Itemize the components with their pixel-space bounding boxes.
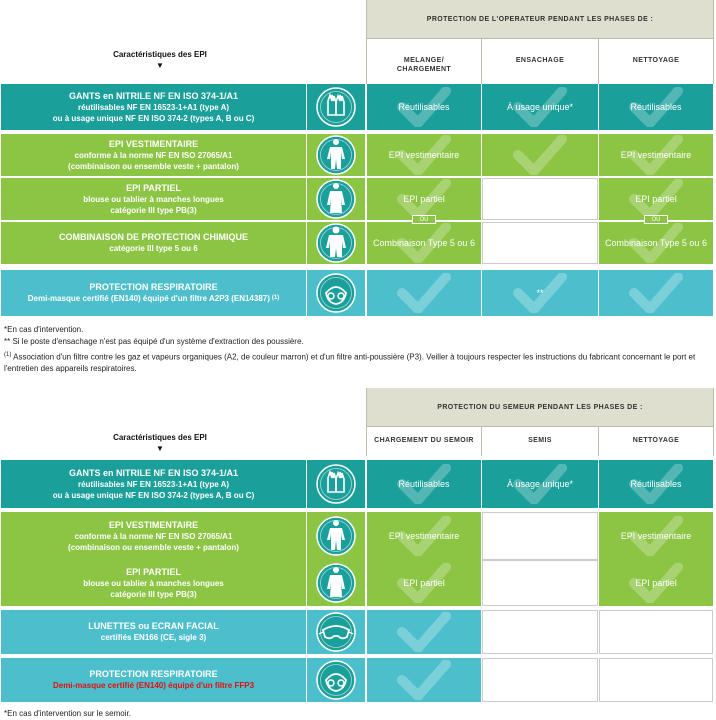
table1-row-3-cell-3 bbox=[599, 178, 713, 220]
table1-row-5-cell-2-text: ** bbox=[536, 287, 544, 298]
check-watermark-icon bbox=[396, 273, 452, 313]
table1-col-1: MELANGE/ CHARGEMENT bbox=[396, 57, 452, 73]
ou-marker: OU bbox=[412, 215, 436, 224]
table2-row-4-label bbox=[1, 610, 306, 654]
table2-row-2-label bbox=[1, 512, 306, 560]
table1-row-4-line-1: COMBINAISON DE PROTECTION CHIMIQUE bbox=[58, 232, 248, 242]
table1-row-1-cell-3 bbox=[599, 84, 713, 130]
table1-row-1-line-3: ou à usage unique NF EN ISO 374-2 (types A, B ou C) bbox=[52, 113, 255, 123]
table1-note-1: *En cas d'intervention. bbox=[4, 325, 84, 334]
table1-epi-header: Caractéristiques des EPI bbox=[113, 50, 207, 59]
table1-row-1-cell-1 bbox=[367, 84, 481, 130]
table2-row-2-cell-3 bbox=[599, 512, 713, 560]
table1-col-3: NETTOYAGE bbox=[632, 56, 680, 64]
table1-row-2-cell-1-text: EPI vestimentaire bbox=[388, 149, 460, 160]
table2-arrow-icon: ▼ bbox=[156, 444, 164, 453]
table1-row-2-cell-1 bbox=[367, 134, 481, 176]
table1-row-4-cell-1-text: Combinaison Type 5 ou 6 bbox=[373, 237, 475, 248]
table2-row-5-label bbox=[1, 658, 306, 702]
table2-row-4-cell-1 bbox=[367, 610, 481, 654]
table1-note-3: Association d'un filtre contre les gaz et vapeurs organiques (A2, de couleur marron) et d'un filtre anti-poussière (P3). Veiller à toujours respecter les instructions du fabricant concernant le port et l'entretien des appareils respiratoires. bbox=[4, 352, 696, 373]
table1-row-5-label bbox=[1, 270, 306, 316]
table2-row-1-label bbox=[1, 460, 306, 508]
check-watermark-icon bbox=[512, 135, 568, 175]
goggles-icon bbox=[314, 610, 358, 654]
table2-row-5-line-2: Demi-masque certifié (EN140) équipé d'un filtre FFP3 bbox=[52, 681, 255, 690]
table2-row-4-line-2: certifiés EN166 (CE, sigle 3) bbox=[100, 633, 207, 642]
table1-col-2: ENSACHAGE bbox=[515, 56, 565, 64]
table1-row-3-line-2: blouse ou tablier à manches longues bbox=[83, 194, 224, 204]
table2-row-2-cell-1-text: EPI vestimentaire bbox=[388, 530, 460, 541]
respirator-icon bbox=[314, 658, 358, 702]
table2-row-5-cell-1 bbox=[367, 658, 481, 702]
table1-row-5-cell-3 bbox=[599, 270, 713, 316]
apron-icon bbox=[314, 177, 358, 221]
table1-row-4-label bbox=[1, 222, 306, 264]
table2-row-4-line-1: LUNETTES ou ECRAN FACIAL bbox=[88, 621, 219, 631]
table2-col-1: CHARGEMENT DU SEMOIR bbox=[374, 436, 474, 444]
table1-note-3-wrap bbox=[4, 350, 712, 374]
gloves-icon bbox=[314, 85, 358, 129]
table1-row-3-label bbox=[1, 178, 306, 220]
table1-note-3-sup: (1) bbox=[4, 352, 12, 358]
table1-row-2-line-3: (combinaison ou ensemble veste + pantalon) bbox=[68, 161, 239, 171]
gloves-icon bbox=[314, 462, 358, 506]
table2-row-5-cell-3 bbox=[599, 658, 713, 702]
table1-row-5-icon-cell bbox=[307, 270, 365, 316]
table1-row-4-cell-3 bbox=[599, 222, 713, 264]
check-watermark-icon bbox=[396, 660, 452, 700]
table2-row-3-label bbox=[1, 560, 306, 606]
table1-row-4-icon-cell bbox=[307, 222, 365, 264]
table1-row-2-label bbox=[1, 134, 306, 176]
table2-row-3-cell-3-text: EPI partiel bbox=[635, 577, 677, 588]
table2-row-5-line-1: PROTECTION RESPIRATOIRE bbox=[89, 669, 218, 679]
table1-row-5-line-2: Demi-masque certifié (EN140) équipé d'un filtre A2P3 (EN14387) bbox=[27, 294, 270, 303]
table1-row-3-cell-1 bbox=[367, 178, 481, 220]
table1-note-2: ** Si le poste d'ensachage n'est pas équipé d'un système d'extraction des poussière. bbox=[4, 337, 304, 346]
table2-row-1-cell-3-text: Réutilisables bbox=[630, 478, 682, 489]
apron-icon bbox=[314, 561, 358, 605]
table2-row-2-line-2: conforme à la norme NF EN ISO 27065/A1 bbox=[74, 531, 233, 541]
table1-row-2-line-1: EPI VESTIMENTAIRE bbox=[108, 138, 199, 149]
table1-row-1-cell-3-text: Réutilisables bbox=[630, 101, 682, 112]
table1-row-2-cell-3 bbox=[599, 134, 713, 176]
table1-row-1-cell-2 bbox=[482, 84, 598, 130]
table2-row-2-cell-2 bbox=[482, 512, 598, 560]
table2-row-1-line-2: réutilisables NF EN 16523-1+A1 (type A) bbox=[77, 479, 230, 489]
table2-row-1-line-3: ou à usage unique NF EN ISO 374-2 (types A, B ou C) bbox=[52, 490, 255, 500]
table1-row-1-cell-2-text: À usage unique* bbox=[506, 101, 574, 112]
table2-row-3-cell-3 bbox=[599, 560, 713, 606]
table1-arrow-icon: ▼ bbox=[156, 61, 164, 70]
respirator-icon bbox=[314, 271, 358, 315]
table2-col-2: SEMIS bbox=[528, 436, 552, 444]
table1-row-1-icon-cell bbox=[307, 84, 365, 130]
table1-row-3-line-1: EPI PARTIEL bbox=[126, 182, 181, 193]
table2-row-1-cell-1-text: Réutilisables bbox=[398, 478, 450, 489]
table1-row-2-icon-cell bbox=[307, 134, 365, 176]
table1-row-1-line-1: GANTS en NITRILE NF EN ISO 374-1/A1 bbox=[68, 90, 239, 101]
table1-header-group: PROTECTION DE L'OPERATEUR PENDANT LES PHASES DE : bbox=[426, 15, 654, 23]
table1-row-2-line-2: conforme à la norme NF EN ISO 27065/A1 bbox=[74, 150, 233, 160]
table1-row-3-icon-cell bbox=[307, 178, 365, 220]
table2-row-2-line-1: EPI VESTIMENTAIRE bbox=[108, 519, 199, 530]
table1-row-4-cell-1 bbox=[367, 222, 481, 264]
table1-row-3-cell-2 bbox=[482, 178, 598, 220]
table2-row-1-cell-1 bbox=[367, 460, 481, 508]
table1-row-3-line-3: catégorie III type PB(3) bbox=[110, 205, 197, 215]
table2-row-3-cell-1-text: EPI partiel bbox=[403, 577, 445, 588]
table1-row-1-cell-1-text: Réutilisables bbox=[398, 101, 450, 112]
table2-row-1-cell-2-text: À usage unique* bbox=[506, 478, 574, 489]
table2-row-5-icon-cell bbox=[307, 658, 365, 702]
table1-row-5-line-1: PROTECTION RESPIRATOIRE bbox=[89, 282, 218, 292]
table2-row-1-cell-3 bbox=[599, 460, 713, 508]
table2-row-3-line-1: EPI PARTIEL bbox=[126, 566, 181, 577]
table1-row-2-cell-3-text: EPI vestimentaire bbox=[620, 149, 692, 160]
table2-row-3-cell-1 bbox=[367, 560, 481, 606]
table2-row-2-line-3: (combinaison ou ensemble veste + pantalon) bbox=[68, 542, 239, 552]
table2-row-1-cell-2 bbox=[482, 460, 598, 508]
table1-row-1-label bbox=[1, 84, 306, 130]
table1-row-5-cell-1 bbox=[367, 270, 481, 316]
table2-row-4-cell-2 bbox=[482, 610, 598, 654]
table2-row-1-icon-cell bbox=[307, 460, 365, 508]
coverall-icon bbox=[314, 514, 358, 558]
table2-header-group: PROTECTION DU SEMEUR PENDANT LES PHASES DE : bbox=[437, 403, 643, 411]
table1-row-4-cell-3-text: Combinaison Type 5 ou 6 bbox=[605, 237, 707, 248]
table1-row-3-cell-1-text: EPI partiel bbox=[403, 193, 445, 204]
table1-row-3-cell-3-text: EPI partiel bbox=[635, 193, 677, 204]
table2-row-2-cell-1 bbox=[367, 512, 481, 560]
table1-row-1-line-2: réutilisables NF EN 16523-1+A1 (type A) bbox=[77, 102, 230, 112]
table2-row-5-cell-2 bbox=[482, 658, 598, 702]
table2-row-1-line-1: GANTS en NITRILE NF EN ISO 374-1/A1 bbox=[68, 467, 239, 478]
table2-row-3-line-2: blouse ou tablier à manches longues bbox=[83, 578, 224, 588]
table2-row-3-line-3: catégorie III type PB(3) bbox=[110, 589, 197, 599]
table1-row-5-cell-2 bbox=[482, 270, 598, 316]
table2-row-4-cell-3 bbox=[599, 610, 713, 654]
check-watermark-icon bbox=[396, 612, 452, 652]
table1-row-5-sup: (1) bbox=[271, 295, 280, 301]
table2-row-4-icon-cell bbox=[307, 610, 365, 654]
table2-row-2-icon-cell bbox=[307, 512, 365, 560]
table2-note-1: *En cas d'intervention sur le semoir. bbox=[4, 709, 131, 718]
table2-col-3: NETTOYAGE bbox=[632, 436, 680, 444]
chemical-suit-icon bbox=[314, 221, 358, 265]
table1-row-4-line-2: catégorie III type 5 ou 6 bbox=[109, 244, 198, 253]
coverall-icon bbox=[314, 133, 358, 177]
table1-row-4-cell-2 bbox=[482, 222, 598, 264]
table2-row-3-cell-2 bbox=[482, 560, 598, 606]
table2-row-3-icon-cell bbox=[307, 560, 365, 606]
table2-row-2-cell-3-text: EPI vestimentaire bbox=[620, 530, 692, 541]
ou-marker: OU bbox=[644, 215, 668, 224]
table2-epi-header: Caractéristiques des EPI bbox=[113, 433, 207, 442]
table1-row-2-cell-2 bbox=[482, 134, 598, 176]
check-watermark-icon bbox=[628, 273, 684, 313]
